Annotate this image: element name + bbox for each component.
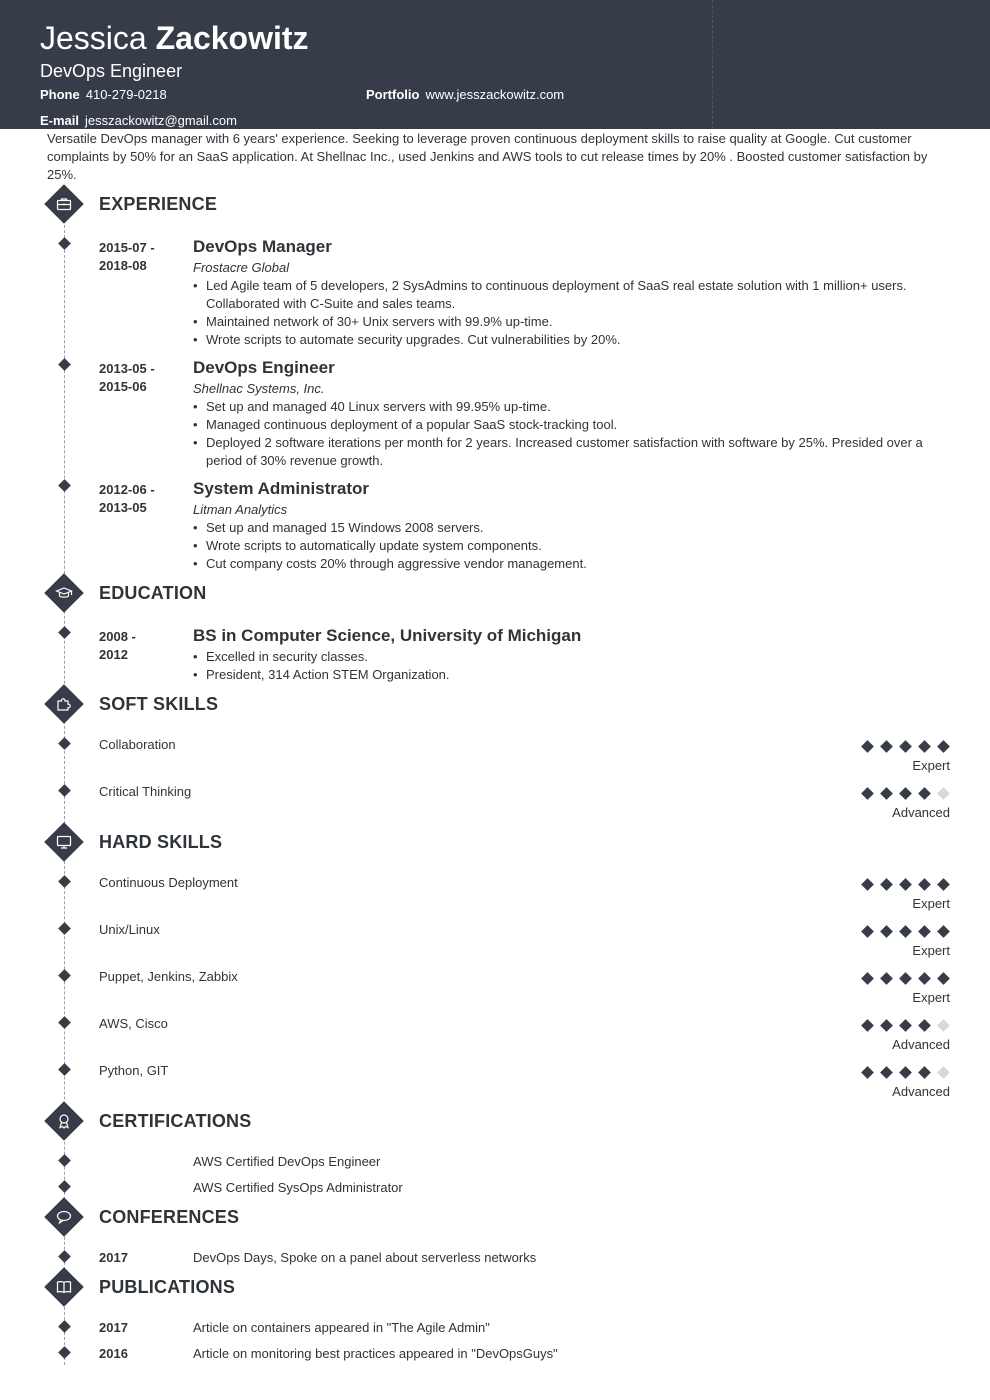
skill-name: Continuous Deployment: [99, 875, 238, 890]
job-bullets: [193, 277, 933, 349]
resume-header: [0, 0, 990, 129]
publication-year: 2017: [99, 1320, 128, 1335]
publications-heading: PUBLICATIONS: [99, 1277, 236, 1297]
timeline-dot: [58, 737, 71, 750]
skill-level: Advanced: [892, 805, 950, 820]
timeline-dot: [58, 1180, 71, 1193]
email-link[interactable]: jesszackowitz@gmail.com: [85, 113, 237, 128]
rating-diamond-filled: [880, 972, 893, 985]
timeline-dot: [58, 1346, 71, 1359]
experience-heading: EXPERIENCE: [99, 194, 218, 214]
rating-diamond-filled: [918, 787, 931, 800]
education-bullets: [193, 648, 933, 684]
job-title: DevOps Manager: [193, 237, 332, 256]
puzzle-icon: [44, 684, 84, 724]
portfolio-label: Portfolio: [366, 87, 420, 102]
timeline-dot: [58, 1016, 71, 1029]
rating-diamond-filled: [937, 878, 950, 891]
rating-diamond-filled: [861, 787, 874, 800]
rating-diamond-empty: [937, 1019, 950, 1032]
skill-rating: [860, 1019, 950, 1033]
rating-diamond-filled: [861, 1019, 874, 1032]
skill-level: Advanced: [892, 1037, 950, 1052]
rating-diamond-filled: [937, 740, 950, 753]
rating-diamond-filled: [937, 925, 950, 938]
job-title: System Administrator: [193, 479, 370, 498]
rating-diamond-filled: [861, 925, 874, 938]
rating-diamond-filled: [899, 878, 912, 891]
rating-diamond-filled: [899, 972, 912, 985]
rating-diamond-filled: [918, 1019, 931, 1032]
job-title: DevOps Engineer: [193, 358, 335, 377]
phone-value: 410-279-0218: [85, 87, 167, 102]
first-name: Jessica: [40, 20, 147, 56]
timeline-dot: [58, 922, 71, 935]
education-heading: EDUCATION: [99, 583, 207, 603]
rating-diamond-filled: [861, 740, 874, 753]
rating-diamond-filled: [937, 972, 950, 985]
skill-level: Advanced: [892, 1084, 950, 1099]
conferences-heading: CONFERENCES: [99, 1207, 240, 1227]
rating-diamond-filled: [880, 740, 893, 753]
rating-diamond-filled: [861, 972, 874, 985]
skill-rating: [860, 787, 950, 801]
rating-diamond-filled: [899, 1066, 912, 1079]
certification-item: AWS Certified DevOps Engineer: [193, 1154, 381, 1169]
job-bullets: [193, 519, 933, 573]
book-icon: [44, 1267, 84, 1307]
job-company: Litman Analytics: [193, 502, 288, 517]
skill-level: Expert: [912, 943, 950, 958]
soft-skills-heading: SOFT SKILLS: [99, 694, 219, 714]
publication-text: Article on monitoring best practices appeared in "DevOpsGuys": [193, 1346, 558, 1361]
skill-name: Python, GIT: [99, 1063, 169, 1078]
job-company: Frostacre Global: [193, 260, 290, 275]
rating-diamond-empty: [937, 1066, 950, 1079]
job-date: 2015-07 - 2018-08: [99, 240, 155, 273]
speech-bubble-icon: [44, 1197, 84, 1237]
rating-diamond-filled: [918, 740, 931, 753]
list-item: • Managed continuous deployment of a popular SaaS stock-tracking tool.: [193, 416, 933, 434]
skill-rating: [860, 925, 950, 939]
list-item: • Led Agile team of 5 developers, 2 SysAdmins to continuous deployment of SaaS real estate solution with 1 million+ users. Collaborated with C-Suite and sales teams.: [193, 277, 933, 313]
monitor-icon: [44, 822, 84, 862]
job-date: 2013-05 - 2015-06: [99, 361, 155, 394]
contact-phone: [40, 87, 167, 103]
rating-diamond-filled: [918, 972, 931, 985]
rating-diamond-filled: [899, 787, 912, 800]
rating-diamond-filled: [899, 740, 912, 753]
rating-diamond-filled: [918, 925, 931, 938]
rating-diamond-filled: [899, 925, 912, 938]
rating-diamond-filled: [899, 1019, 912, 1032]
rating-diamond-filled: [880, 1019, 893, 1032]
phone-label: Phone: [40, 87, 80, 102]
skill-rating: [860, 740, 950, 754]
list-item: • Wrote scripts to automate security upgrades. Cut vulnerabilities by 20%.: [193, 331, 933, 349]
rating-diamond-filled: [918, 878, 931, 891]
timeline-dot: [58, 875, 71, 888]
candidate-name: [40, 18, 309, 58]
skill-rating: [860, 878, 950, 892]
rating-diamond-filled: [880, 925, 893, 938]
skill-name: Collaboration: [99, 737, 176, 752]
skill-rating: [860, 972, 950, 986]
list-item: • Set up and managed 15 Windows 2008 servers.: [193, 519, 933, 537]
list-item: • Maintained network of 30+ Unix servers with 99.9% up-time.: [193, 313, 933, 331]
portfolio-link[interactable]: www.jesszackowitz.com: [425, 87, 565, 102]
skill-rating: [860, 1066, 950, 1080]
timeline-dot: [58, 479, 71, 492]
rating-diamond-empty: [937, 787, 950, 800]
hard-skills-heading: HARD SKILLS: [99, 832, 223, 852]
list-item: • Wrote scripts to automatically update system components.: [193, 537, 933, 555]
degree-title: BS in Computer Science, University of Michigan: [193, 626, 582, 645]
email-label: E-mail: [40, 113, 80, 128]
timeline-dot: [58, 1154, 71, 1167]
list-item: • Excelled in security classes.: [193, 648, 933, 666]
rating-diamond-filled: [918, 1066, 931, 1079]
timeline-dot: [58, 784, 71, 797]
certifications-heading: CERTIFICATIONS: [99, 1111, 252, 1131]
publication-year: 2016: [99, 1346, 128, 1361]
timeline-dot: [58, 237, 71, 250]
timeline-dot: [58, 969, 71, 982]
timeline-dot: [58, 626, 71, 639]
briefcase-icon: [44, 184, 84, 224]
education-date: 2008 - 2012: [99, 629, 136, 662]
graduation-cap-icon: [44, 573, 84, 613]
rating-diamond-filled: [880, 878, 893, 891]
timeline-dot: [58, 1250, 71, 1263]
timeline-dot: [58, 358, 71, 371]
summary-text: Versatile DevOps manager with 6 years' experience. Seeking to leverage proven continuous deployment skills to raise quality at Google. Cut customer complaints by 50% for an SaaS application. At Shellnac Inc., used Jenkins and AWS tools to cut release times by 20% . Boosted customer satisfaction by 25%.: [47, 131, 928, 182]
candidate-title: DevOps Engineer: [40, 61, 183, 81]
job-date: 2012-06 - 2013-05: [99, 482, 155, 515]
timeline-dot: [58, 1320, 71, 1333]
skill-name: Puppet, Jenkins, Zabbix: [99, 969, 238, 984]
skill-level: Expert: [912, 896, 950, 911]
certification-item: AWS Certified SysOps Administrator: [193, 1180, 403, 1195]
skill-name: Unix/Linux: [99, 922, 160, 937]
contact-portfolio: [366, 87, 564, 103]
rating-diamond-filled: [880, 787, 893, 800]
conference-text: DevOps Days, Spoke on a panel about serverless networks: [193, 1250, 537, 1265]
rating-diamond-filled: [880, 1066, 893, 1079]
award-icon: [44, 1101, 84, 1141]
skill-name: Critical Thinking: [99, 784, 192, 799]
contact-email: [40, 113, 237, 129]
list-item: • President, 314 Action STEM Organization.: [193, 666, 933, 684]
list-item: • Set up and managed 40 Linux servers with 99.95% up-time.: [193, 398, 933, 416]
conference-year: 2017: [99, 1250, 128, 1265]
skill-level: Expert: [912, 758, 950, 773]
timeline-dot: [58, 1063, 71, 1076]
rating-diamond-filled: [861, 1066, 874, 1079]
rating-diamond-filled: [861, 878, 874, 891]
header-divider: [712, 0, 713, 129]
last-name: Zackowitz: [155, 20, 309, 56]
skill-name: AWS, Cisco: [99, 1016, 168, 1031]
publication-text: Article on containers appeared in "The Agile Admin": [193, 1320, 490, 1335]
job-company: Shellnac Systems, Inc.: [193, 381, 325, 396]
list-item: • Deployed 2 software iterations per month for 2 years. Increased customer satisfaction with software by 25%. Presided over a period of 30% revenue growth.: [193, 434, 933, 470]
job-bullets: [193, 398, 933, 470]
skill-level: Expert: [912, 990, 950, 1005]
list-item: • Cut company costs 20% through aggressive vendor management.: [193, 555, 933, 573]
